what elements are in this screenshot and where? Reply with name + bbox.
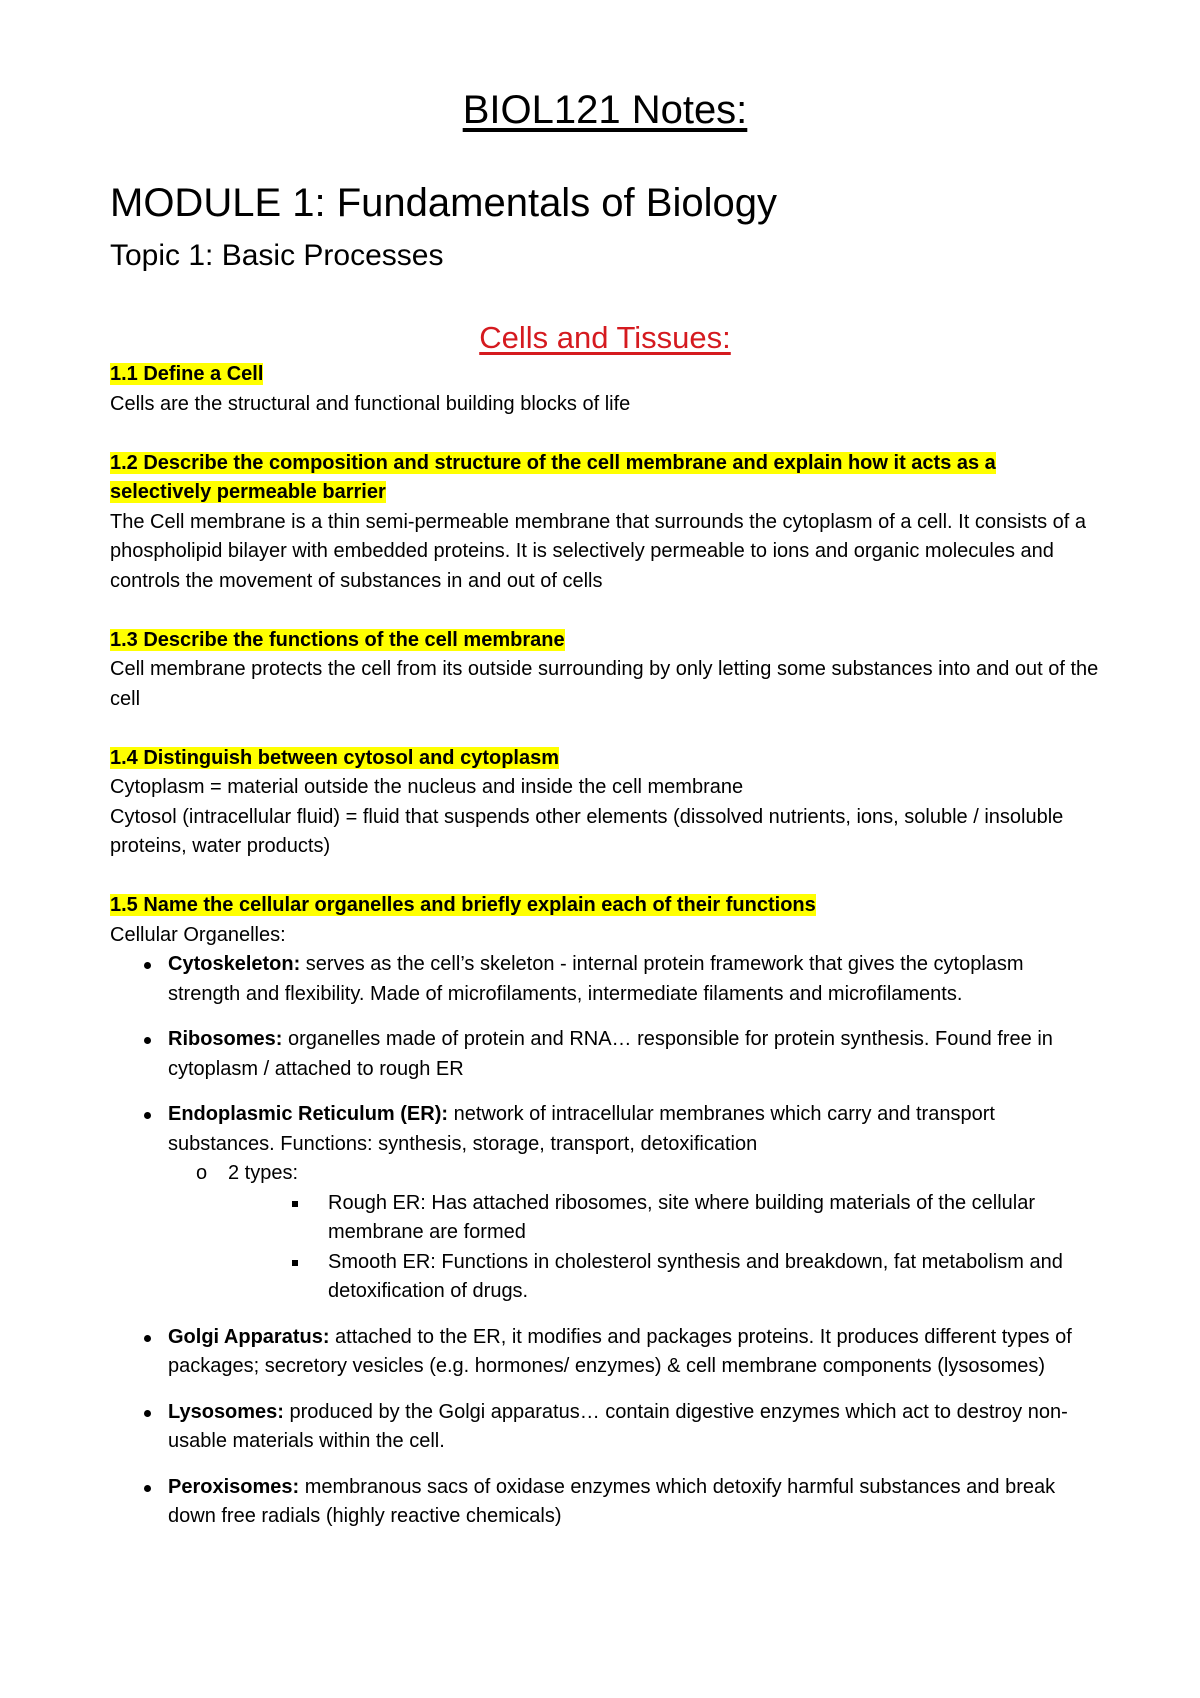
answer-1-4-cytoplasm: Cytoplasm = material outside the nucleus and inside the cell membrane (110, 776, 744, 798)
bullet-icon (144, 1335, 151, 1342)
question-heading-1-3: 1.3 Describe the functions of the cell membrane (110, 628, 565, 651)
square-bullet-icon (292, 1201, 298, 1207)
bullet-icon (144, 1485, 151, 1492)
bullet-icon (144, 1410, 151, 1417)
topic-title: Topic 1: Basic Processes (110, 239, 444, 272)
bullet-icon (144, 1112, 151, 1119)
bullet-icon (144, 1037, 151, 1044)
circle-bullet-icon: o (196, 1162, 208, 1184)
answer-1-3: Cell membrane protects the cell from its outside surrounding by only letting some substances into and out of the cell (110, 658, 1099, 710)
answer-1-2: The Cell membrane is a thin semi-permeable membrane that surrounds the cytoplasm of a cell. It consists of a phospholipid bilayer with embedded proteins. It is selectively permeable to ions and organic molecules and controls the movement of substances in and out of cells (110, 510, 1086, 592)
question-heading-1-5: 1.5 Name the cellular organelles and briefly explain each of their functions (110, 894, 816, 916)
list-item: Ribosomes: organelles made of protein and RNA… responsible for protein synthesis. Found free in cytoplasm / attached to rough ER (110, 1025, 1100, 1084)
er-types-item: o 2 types: (110, 1159, 1100, 1189)
list-item: Lysosomes: produced by the Golgi apparatus… contain digestive enzymes which act to destroy non-usable materials within the cell. (110, 1398, 1100, 1457)
section-heading: Cells and Tissues: (479, 320, 731, 355)
er-type-smooth: Smooth ER: Functions in cholesterol synthesis and breakdown, fat metabolism and detoxification of drugs. (110, 1248, 1100, 1307)
organelle-list (110, 950, 1100, 1532)
er-type-rough: Rough ER: Has attached ribosomes, site where building materials of the cellular membrane are formed (110, 1189, 1100, 1248)
list-item: Peroxisomes: membranous sacs of oxidase enzymes which detoxify harmful substances and break down free radials (highly reactive chemicals) (110, 1473, 1100, 1532)
document-title: BIOL121 Notes: (462, 88, 748, 132)
bullet-icon (144, 962, 151, 969)
notes-content (110, 360, 1100, 1532)
square-bullet-icon (292, 1260, 298, 1266)
answer-1-1: Cells are the structural and functional building blocks of life (110, 392, 631, 415)
list-item: Cytoskeleton: serves as the cell’s skeleton - internal protein framework that gives the cytoplasm strength and flexibility. Made of microfilaments, intermediate filaments and microfilaments. (110, 950, 1100, 1009)
list-item: Golgi Apparatus: attached to the ER, it modifies and packages proteins. It produces different types of packages; secretory vesicles (e.g. hormones/ enzymes) & cell membrane components (lysosomes) (110, 1323, 1100, 1382)
list-item: Endoplasmic Reticulum (ER): network of intracellular membranes which carry and transport substances. Functions: synthesis, storage, transport, detoxification (110, 1100, 1100, 1159)
answer-1-4-cytosol: Cytosol (intracellular fluid) = fluid that suspends other elements (dissolved nutrients, ions, soluble / insoluble proteins, water products) (110, 805, 1064, 857)
organelles-intro: Cellular Organelles: (110, 923, 286, 946)
module-title: MODULE 1: Fundamentals of Biology (110, 181, 777, 225)
question-heading-1-4: 1.4 Distinguish between cytosol and cytoplasm (110, 746, 559, 769)
question-heading-1-1: 1.1 Define a Cell (110, 363, 264, 385)
question-heading-1-2: 1.2 Describe the composition and structure of the cell membrane and explain how it acts as a selectively permeable barrier (110, 451, 996, 503)
